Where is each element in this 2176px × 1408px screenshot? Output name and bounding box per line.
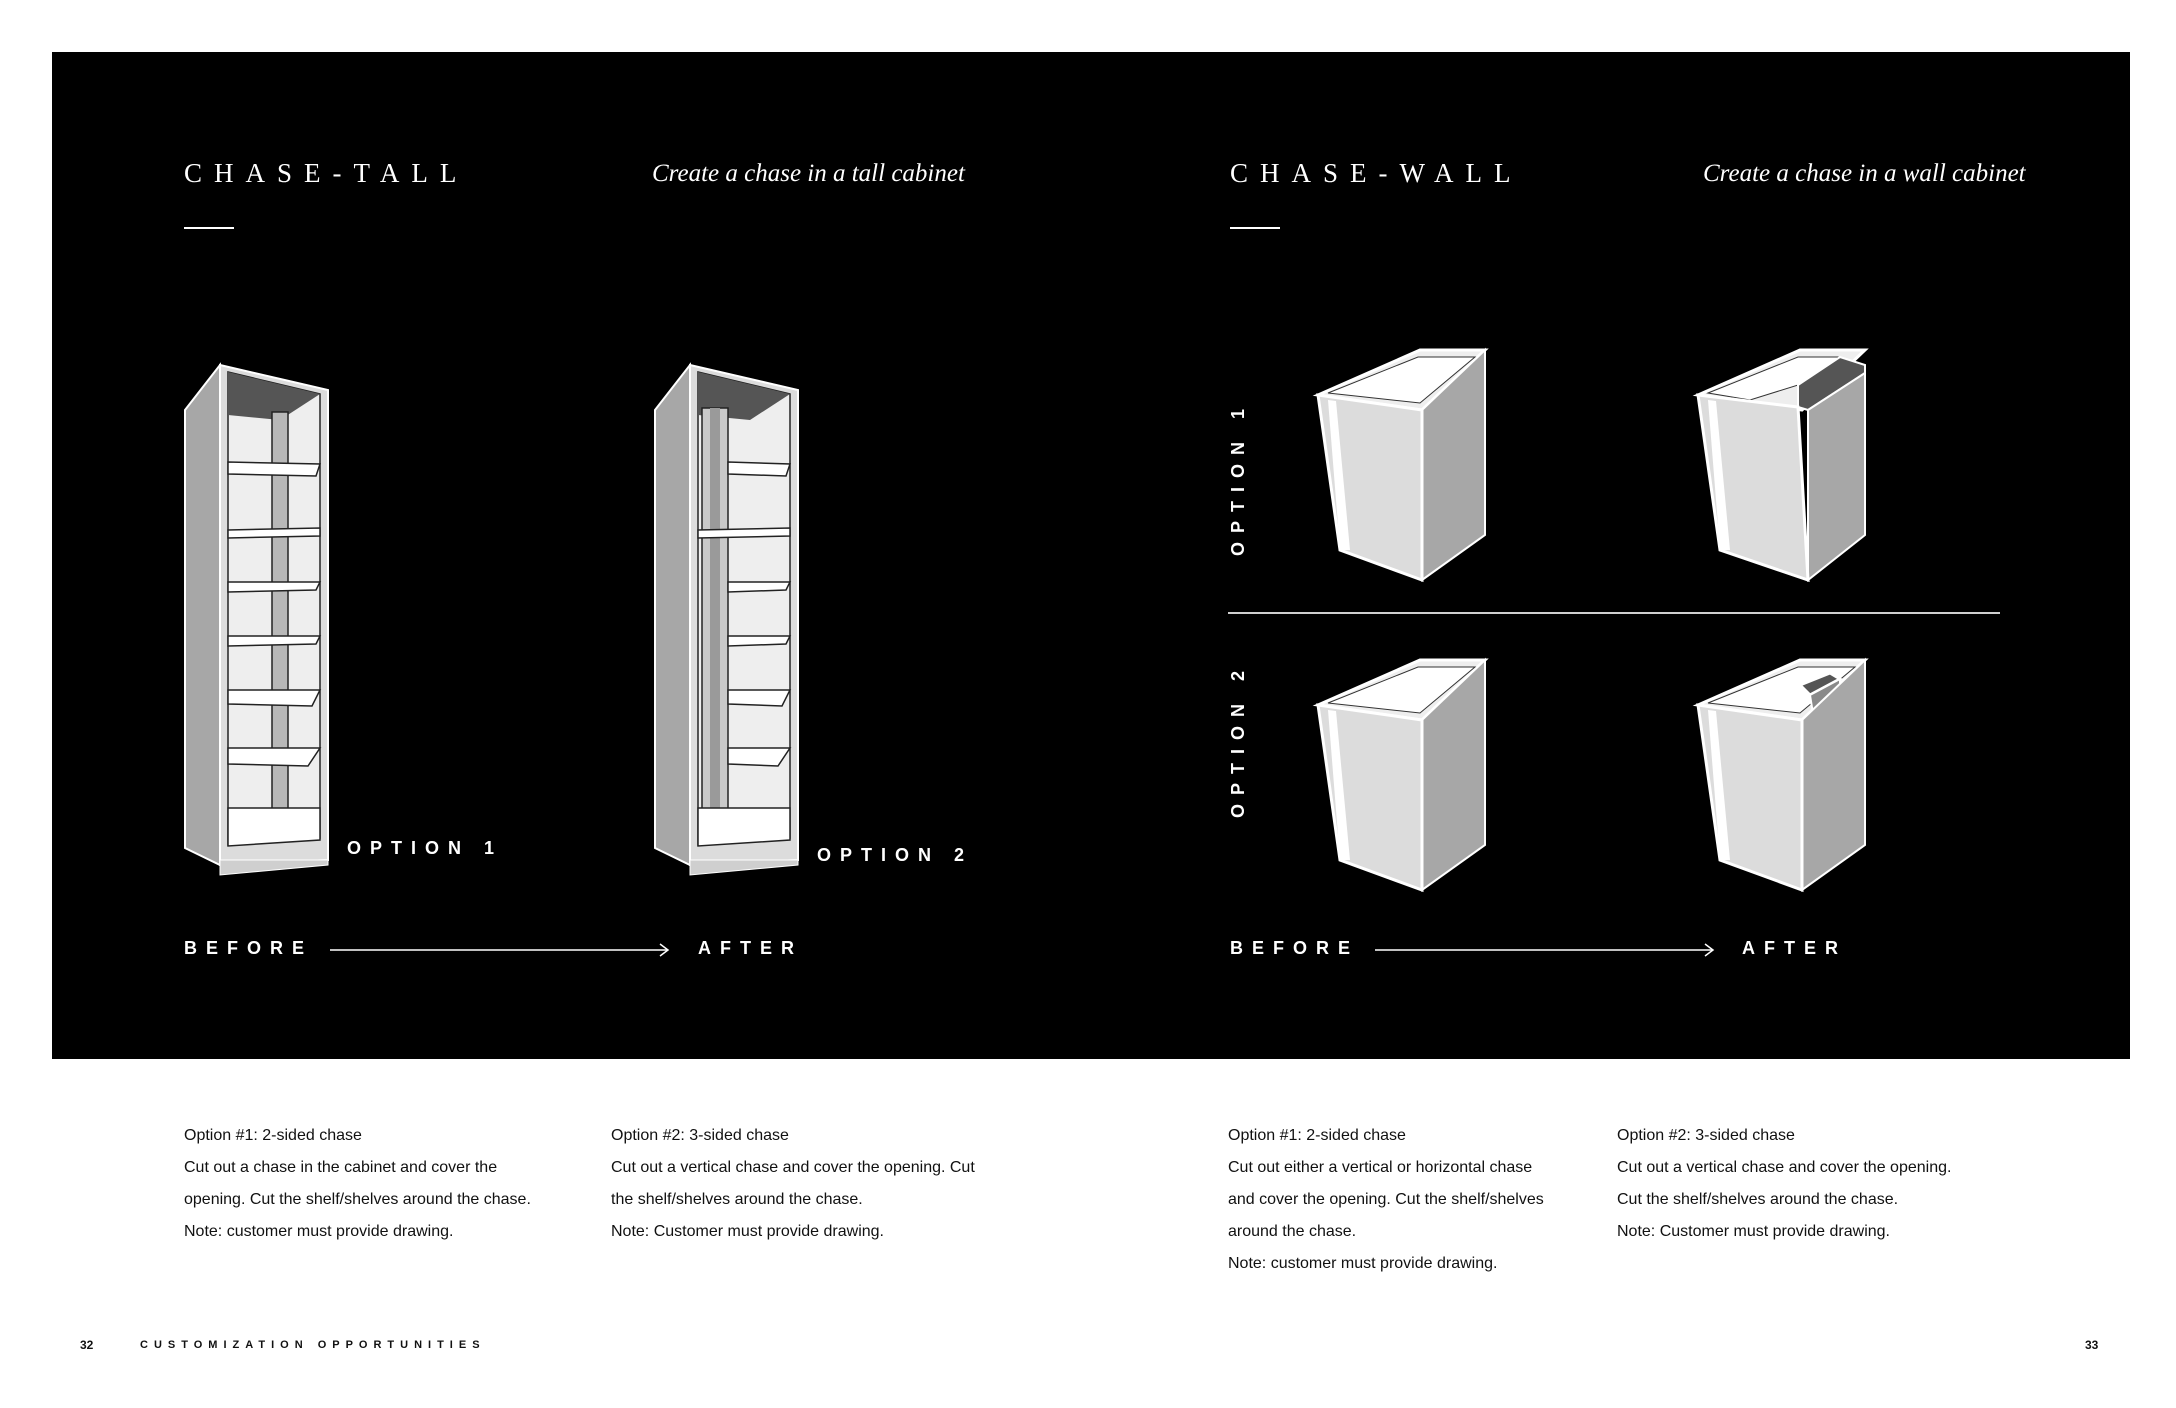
chase-tall-subtitle: Create a chase in a tall cabinet <box>652 160 965 187</box>
right-page-number: 33 <box>2085 1338 2099 1352</box>
wall-option-2-vertical-label: OPTION 2 <box>1228 661 1248 818</box>
description-wall-option-1 <box>1228 1120 1544 1280</box>
wall-option-1-vertical-label: OPTION 1 <box>1228 399 1248 556</box>
title-underline-dash <box>184 227 234 229</box>
wall-cabinet-option1-after-illustration <box>1690 345 1890 590</box>
description-line: Note: customer must provide drawing. <box>1228 1255 1498 1272</box>
tall-before-after-arrow <box>330 940 675 960</box>
wall-cabinet-option2-before-illustration <box>1310 655 1490 900</box>
wall-after-label: AFTER <box>1742 938 1847 958</box>
description-tall-option-2 <box>611 1120 975 1248</box>
description-line: Note: Customer must provide drawing. <box>611 1223 884 1240</box>
description-line: Cut out a chase in the cabinet and cover the <box>184 1159 498 1176</box>
description-line: the shelf/shelves around the chase. <box>611 1191 863 1208</box>
description-heading: Option #2: 3-sided chase <box>611 1127 789 1144</box>
tall-before-label: BEFORE <box>184 938 314 958</box>
description-line: around the chase. <box>1228 1223 1357 1240</box>
wall-before-after-arrow <box>1375 940 1720 960</box>
chase-wall-subtitle: Create a chase in a wall cabinet <box>1703 160 2026 187</box>
description-line: and cover the opening. Cut the shelf/shelves <box>1228 1191 1544 1208</box>
tall-after-label: AFTER <box>698 938 803 958</box>
description-line: Cut out a vertical chase and cover the opening. Cut <box>611 1159 975 1176</box>
wall-cabinet-option1-before-illustration <box>1310 345 1490 590</box>
description-line: opening. Cut the shelf/shelves around the chase. <box>184 1191 531 1208</box>
tall-option-2-label: OPTION 2 <box>817 845 974 865</box>
chase-wall-title: CHASE-WALL <box>1230 158 1523 188</box>
description-line: Cut out either a vertical or horizontal chase <box>1228 1159 1533 1176</box>
description-line: Cut out a vertical chase and cover the opening. <box>1617 1159 1952 1176</box>
description-heading: Option #1: 2-sided chase <box>184 1127 362 1144</box>
description-line: Note: Customer must provide drawing. <box>1617 1223 1890 1240</box>
description-heading: Option #1: 2-sided chase <box>1228 1127 1406 1144</box>
chase-tall-title: CHASE-TALL <box>184 158 469 188</box>
description-line: Cut the shelf/shelves around the chase. <box>1617 1191 1899 1208</box>
tall-option-1-label: OPTION 1 <box>347 838 504 858</box>
wall-cabinet-option2-after-illustration <box>1690 655 1890 900</box>
wall-before-label: BEFORE <box>1230 938 1360 958</box>
description-heading: Option #2: 3-sided chase <box>1617 1127 1795 1144</box>
section-footer-title: CUSTOMIZATION OPPORTUNITIES <box>140 1339 486 1351</box>
tall-cabinet-before-illustration <box>180 360 340 880</box>
left-page-number: 32 <box>80 1338 94 1352</box>
options-divider <box>1228 612 2000 614</box>
description-wall-option-2 <box>1617 1120 1951 1248</box>
title-underline-dash <box>1230 227 1280 229</box>
description-line: Note: customer must provide drawing. <box>184 1223 454 1240</box>
description-tall-option-1 <box>184 1120 531 1248</box>
tall-cabinet-after-illustration <box>650 360 810 880</box>
